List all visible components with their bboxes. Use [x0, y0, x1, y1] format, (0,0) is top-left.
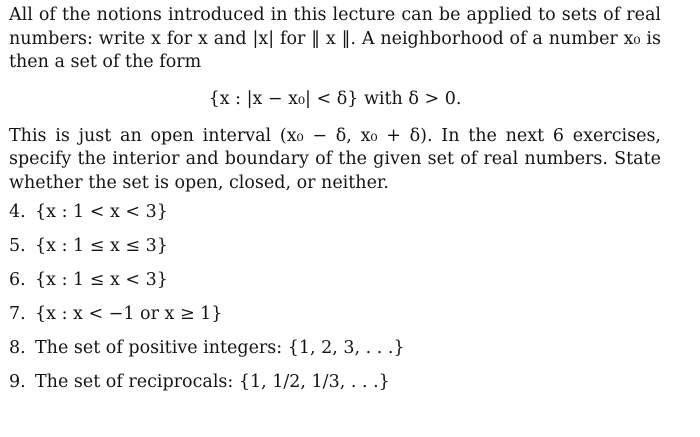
exercise-number: 5.	[9, 236, 26, 256]
exercise-number: 6.	[9, 270, 26, 290]
exercise-item	[9, 269, 661, 303]
neighborhood-formula: {x : |x − x₀| < δ} with δ > 0.	[208, 88, 462, 109]
exercise-text: The set of reciprocals: {1, 1/2, 1/3, . . .}	[35, 372, 390, 392]
exercise-item	[9, 235, 661, 269]
exercise-item	[9, 201, 661, 235]
exercise-number: 8.	[9, 338, 26, 358]
exercise-number: 7.	[9, 304, 26, 324]
exercise-text: The set of positive integers: {1, 2, 3, . . .}	[35, 338, 405, 358]
exercise-text: {x : x < −1 or x ≥ 1}	[35, 304, 223, 324]
exercise-item	[9, 337, 661, 371]
exercise-text: {x : 1 ≤ x < 3}	[35, 270, 168, 290]
intro-paragraph: All of the notions introduced in this lecture can be applied to sets of real numbers: write x for x and |x| for ‖ x ‖. A neighborhood of a number x₀ is then a set of the form	[9, 5, 661, 72]
exercise-number: 9.	[9, 372, 26, 392]
exercise-item	[9, 371, 661, 405]
exercise-item	[9, 303, 661, 337]
exercise-list	[9, 201, 661, 405]
exercise-text: {x : 1 ≤ x ≤ 3}	[35, 236, 168, 256]
exercise-number: 4.	[9, 202, 26, 222]
body-paragraph: This is just an open interval (x₀ − δ, x₀ + δ). In the next 6 exercises, specify the interior and boundary of the given set of real numbers. State whether the set is open, closed, or neither.	[9, 125, 661, 193]
lecture-text	[9, 4, 661, 405]
exercise-text: {x : 1 < x < 3}	[35, 202, 168, 222]
